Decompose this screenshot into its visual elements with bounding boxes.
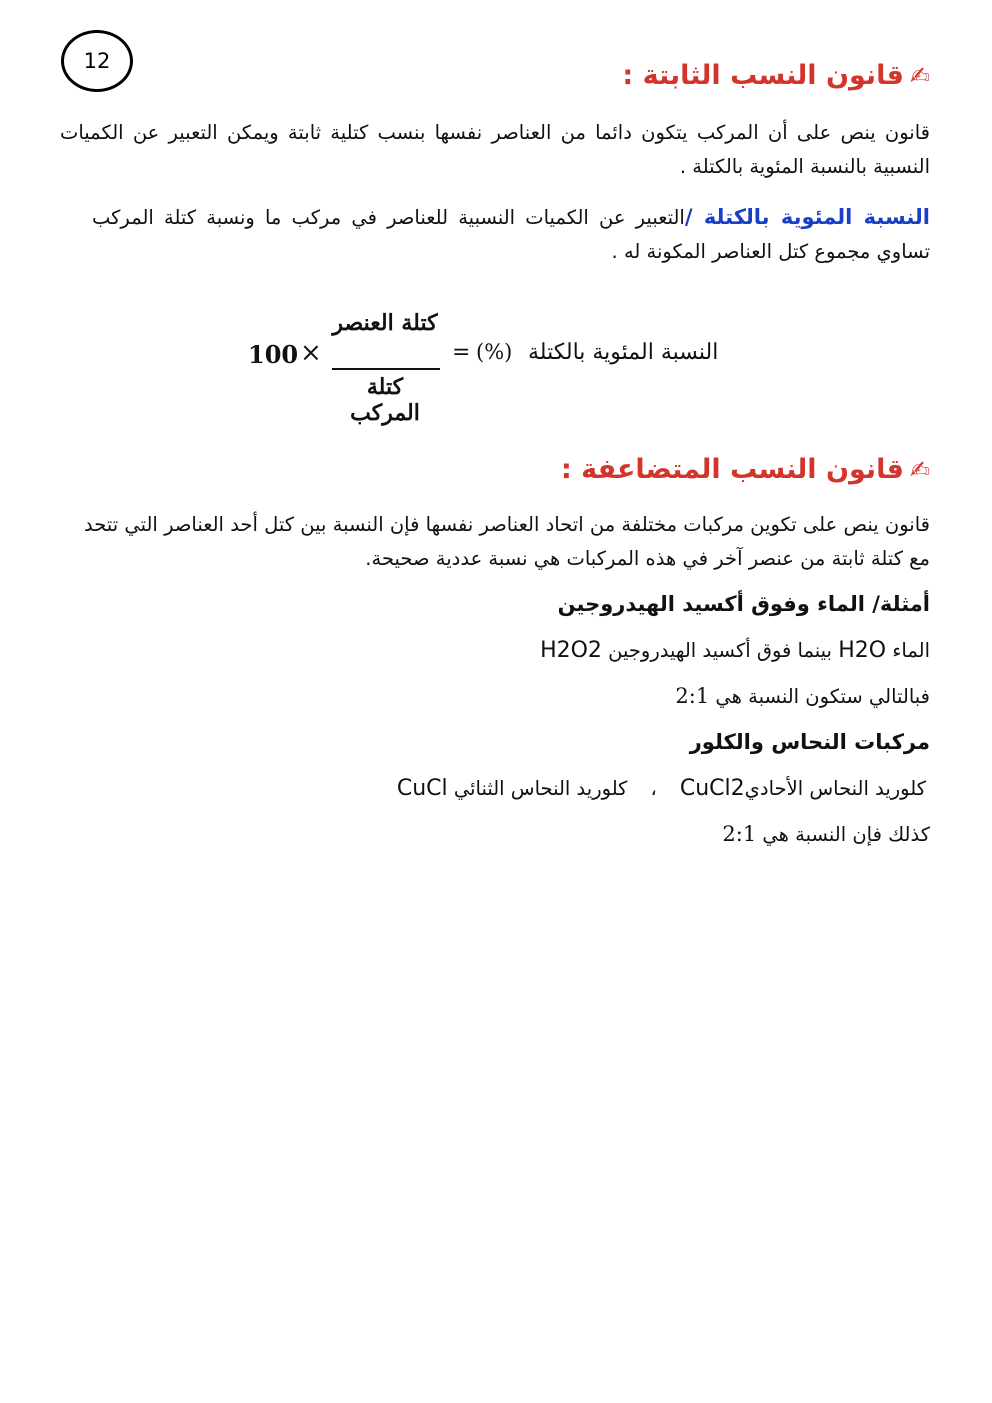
law-definition-paragraph: قانون ينص على أن المركب يتكون دائما من العناصر نفسها بنسب كتلية ثابتة ويمكن التعبير عن الكميات النسبية بالنسبة المئوية بالكتلة . [60,121,930,178]
ratio-text: فبالتالي ستكون النسبة هي [715,685,930,708]
page-number: 12 [61,30,133,92]
cucl-formula: CuCl [396,776,448,801]
heading-text: قانون النسب الثابتة : [622,60,904,91]
formula-times-sign: × [300,338,322,368]
heading-text: قانون النسب المتضاعفة : [560,454,904,485]
cucl-name: كلوريد النحاس الثنائي [453,777,628,800]
peroxide-label: بينما فوق أكسيد الهيدروجين [608,639,832,662]
ratio-value: 2:1 [722,822,757,846]
formula-equals: = [452,340,471,365]
formula-numerator: كتلة العنصر [332,310,438,336]
formula-fraction-bar [332,368,440,370]
mass-percent-formula [248,310,719,426]
example2-title: مركبات النحاس والكلور [689,730,930,754]
ratio-value: 2:1 [675,684,710,708]
pen-icon: ✍ [909,456,930,484]
section-heading-constant-proportions [622,60,930,91]
peroxide-formula: H2O2 [540,638,602,663]
mass-percent-term: النسبة المئوية بالكتلة / [684,205,930,229]
multiple-proportions-paragraph: قانون ينص على تكوين مركبات مختلفة من اتحاد العناصر نفسها فإن النسبة بين كتل أحد العناصر التي تتحد مع كتلة ثابتة من عنصر آخر في هذه المركبات هي نسبة عددية صحيحة. [84,513,930,570]
ratio-text: كذلك فإن النسبة هي [762,823,930,846]
formula-hundred: 100 [248,340,299,369]
mass-percent-body: التعبير عن الكميات النسبية للعناصر في مركب ما ونسبة كتلة المركب تساوي مجموع كتل العناصر المكونة له . [92,206,930,263]
example1-formulas-line [540,638,930,663]
example2-ratio-line [722,822,930,846]
formula-percent: (%) [476,340,513,364]
separator: ، [650,777,657,800]
formula-label: النسبة المئوية بالكتلة [528,340,719,365]
cucl2-formula: CuCl2 [679,776,745,801]
cucl2-name: كلوريد النحاس الأحادي [744,777,926,800]
example1-title: أمثلة/ الماء وفوق أكسيد الهيدروجين [557,592,930,616]
example1-ratio-line [675,684,930,708]
example2-formulas-line [397,776,926,801]
water-formula: H2O [838,638,887,663]
water-label: الماء [892,639,930,662]
formula-denominator: كتلة المركب [350,374,420,426]
section-heading-multiple-proportions [561,454,930,485]
pen-icon: ✍ [909,62,930,90]
mass-percent-definition [92,200,930,269]
